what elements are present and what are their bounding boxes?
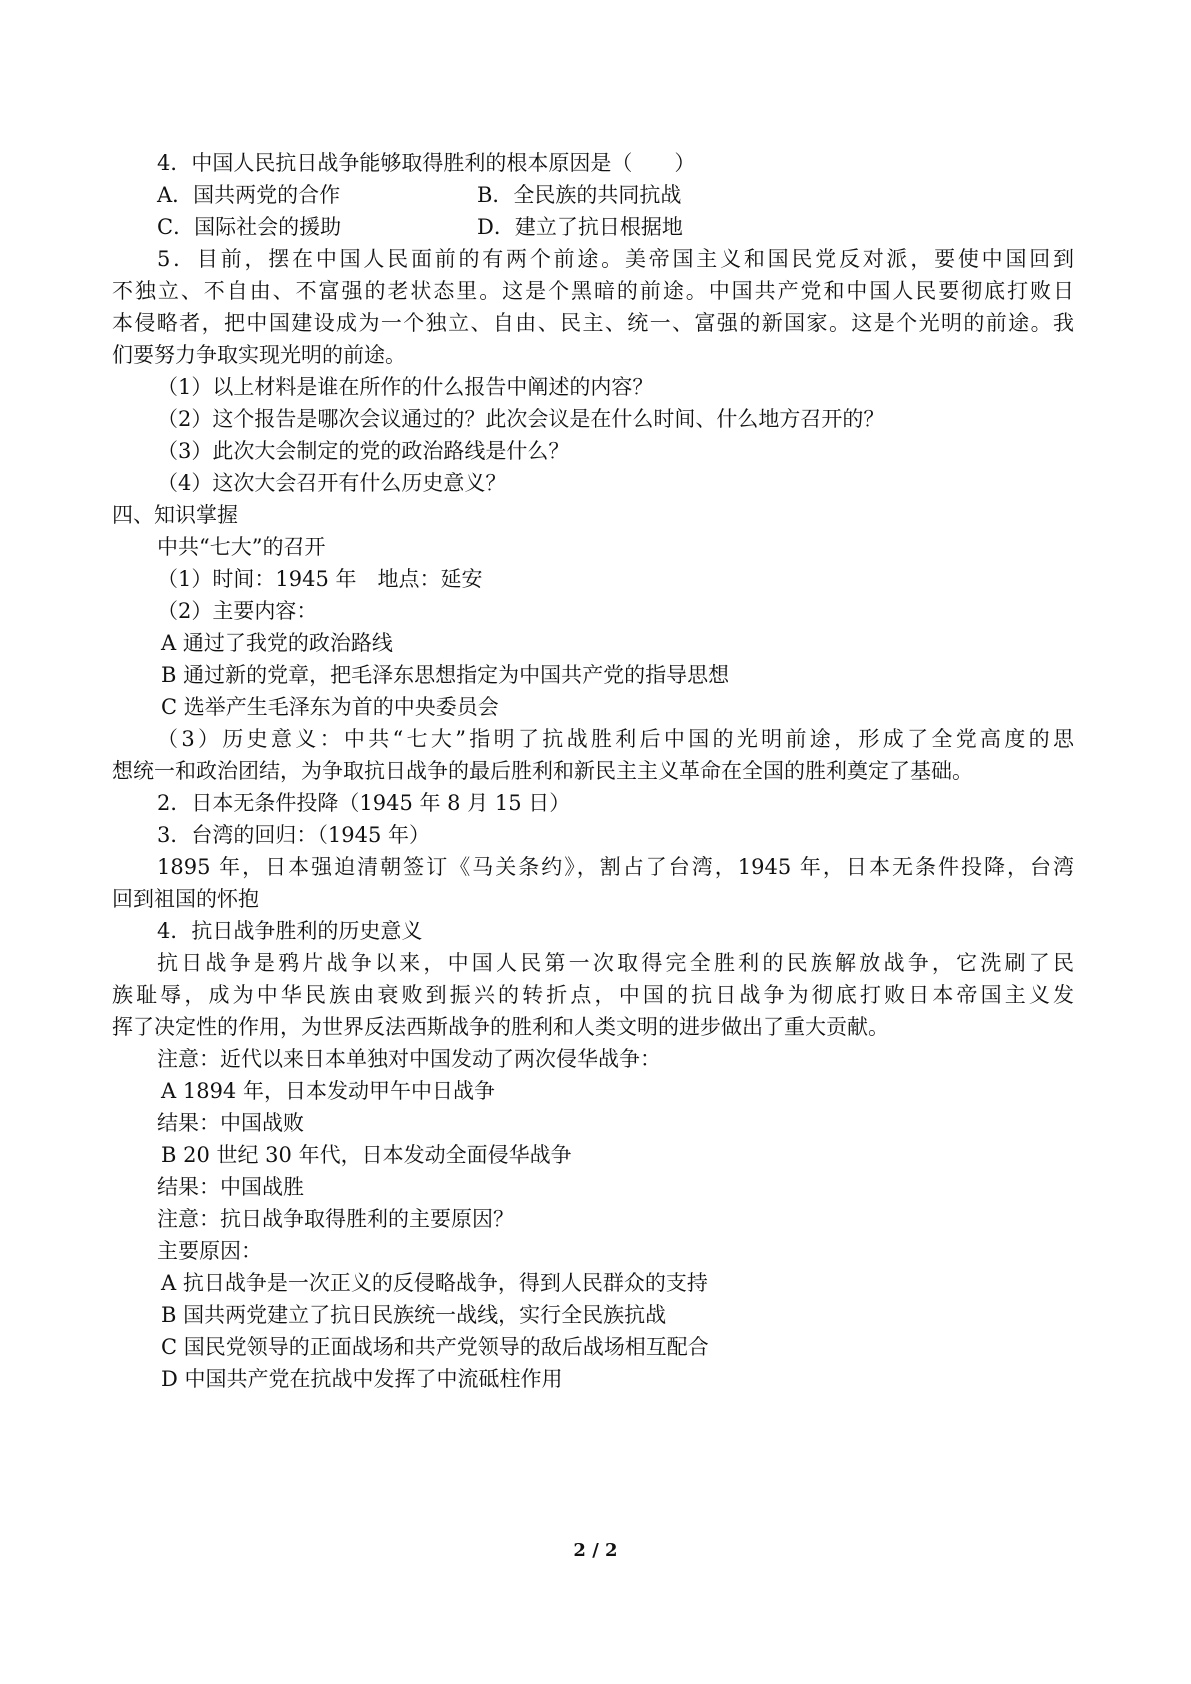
q4-option-d: D．建立了抗日根据地 — [477, 215, 683, 239]
q4-stem: 4．中国人民抗日战争能够取得胜利的根本原因是（ ） — [157, 151, 696, 175]
page-number: 2 / 2 — [573, 1540, 618, 1561]
topic1-significance-line: 想统一和政治团结，为争取抗日战争的最后胜利和新民主主义革命在全国的胜利奠定了基础。 — [112, 759, 973, 783]
q5-material-line: 们要努力争取实现光明的前途。 — [112, 343, 406, 367]
q5-material-line: 不独立、不自由、不富强的老状态里。这是个黑暗的前途。中国共产党和中国人民要彻底打败日 — [112, 279, 1074, 303]
topic4-text-line: 族耻辱，成为中华民族由衰败到振兴的转折点，中国的抗日战争为彻底打败日本帝国主义发 — [112, 983, 1074, 1007]
topic1-title: 中共“七大”的召开 — [157, 535, 326, 559]
document-body — [112, 147, 1074, 1395]
topic1-significance-line: （3）历史意义：中共“七大”指明了抗战胜利后中国的光明前途，形成了全党高度的思 — [157, 727, 1074, 751]
topic1-content-label: （2）主要内容： — [157, 599, 318, 623]
topic4-title: 4．抗日战争胜利的历史意义 — [157, 919, 423, 943]
q4-options-row-2 — [112, 211, 1074, 243]
topic4-text-line: 抗日战争是鸦片战争以来，中国人民第一次取得完全胜利的民族解放战争，它洗刷了民 — [157, 951, 1074, 975]
q4-option-b: B．全民族的共同抗战 — [477, 183, 682, 207]
section-heading: 四、知识掌握 — [112, 503, 238, 527]
note1-line: 结果：中国战败 — [157, 1111, 304, 1135]
note2-title: 注意：抗日战争取得胜利的主要原因？ — [157, 1207, 514, 1231]
note1-title: 注意：近代以来日本单独对中国发动了两次侵华战争： — [157, 1047, 661, 1071]
q5-question: （2）这个报告是哪次会议通过的？此次会议是在什么时间、什么地方召开的？ — [157, 407, 885, 431]
note1-line: B 20 世纪 30 年代，日本发动全面侵华战争 — [161, 1143, 572, 1167]
q4-option-c: C．国际社会的援助 — [157, 215, 342, 239]
topic1-item: A 通过了我党的政治路线 — [161, 631, 393, 655]
topic4-text-line: 挥了决定性的作用，为世界反法西斯战争的胜利和人类文明的进步做出了重大贡献。 — [112, 1015, 889, 1039]
note2-reason: C 国民党领导的正面战场和共产党领导的敌后战场相互配合 — [161, 1335, 709, 1359]
q5-material-line: 本侵略者，把中国建设成为一个独立、自由、民主、统一、富强的新国家。这是个光明的前途。我 — [112, 311, 1074, 335]
topic1-item: C 选举产生毛泽东为首的中央委员会 — [161, 695, 499, 719]
topic3-title: 3．台湾的回归：（1945 年） — [157, 823, 430, 847]
note2-reason: D 中国共产党在抗战中发挥了中流砥柱作用 — [161, 1367, 563, 1391]
q4-options-row-1 — [112, 179, 1074, 211]
q5-question: （3）此次大会制定的党的政治路线是什么？ — [157, 439, 570, 463]
note2-reason: B 国共两党建立了抗日民族统一战线，实行全民族抗战 — [161, 1303, 667, 1327]
q5-question: （1）以上材料是谁在所作的什么报告中阐述的内容？ — [157, 375, 654, 399]
note2-reason: A 抗日战争是一次正义的反侵略战争，得到人民群众的支持 — [161, 1271, 708, 1295]
q5-material-line: 5．目前，摆在中国人民面前的有两个前途。美帝国主义和国民党反对派，要使中国回到 — [157, 247, 1074, 271]
note1-line: 结果：中国战胜 — [157, 1175, 304, 1199]
topic1-time-place: （1）时间：1945 年 地点：延安 — [157, 567, 483, 591]
q4-option-a: A．国共两党的合作 — [157, 183, 341, 207]
topic3-text-line: 回到祖国的怀抱 — [112, 887, 259, 911]
topic3-text-line: 1895 年，日本强迫清朝签订《马关条约》，割占了台湾，1945 年，日本无条件投降，台湾 — [157, 855, 1074, 879]
note2-label: 主要原因： — [157, 1239, 262, 1263]
note1-line: A 1894 年，日本发动甲午中日战争 — [161, 1079, 495, 1103]
q5-question: （4）这次大会召开有什么历史意义？ — [157, 471, 507, 495]
topic2-title: 2．日本无条件投降（1945 年 8 月 15 日） — [157, 791, 571, 815]
topic1-item: B 通过新的党章，把毛泽东思想指定为中国共产党的指导思想 — [161, 663, 730, 687]
